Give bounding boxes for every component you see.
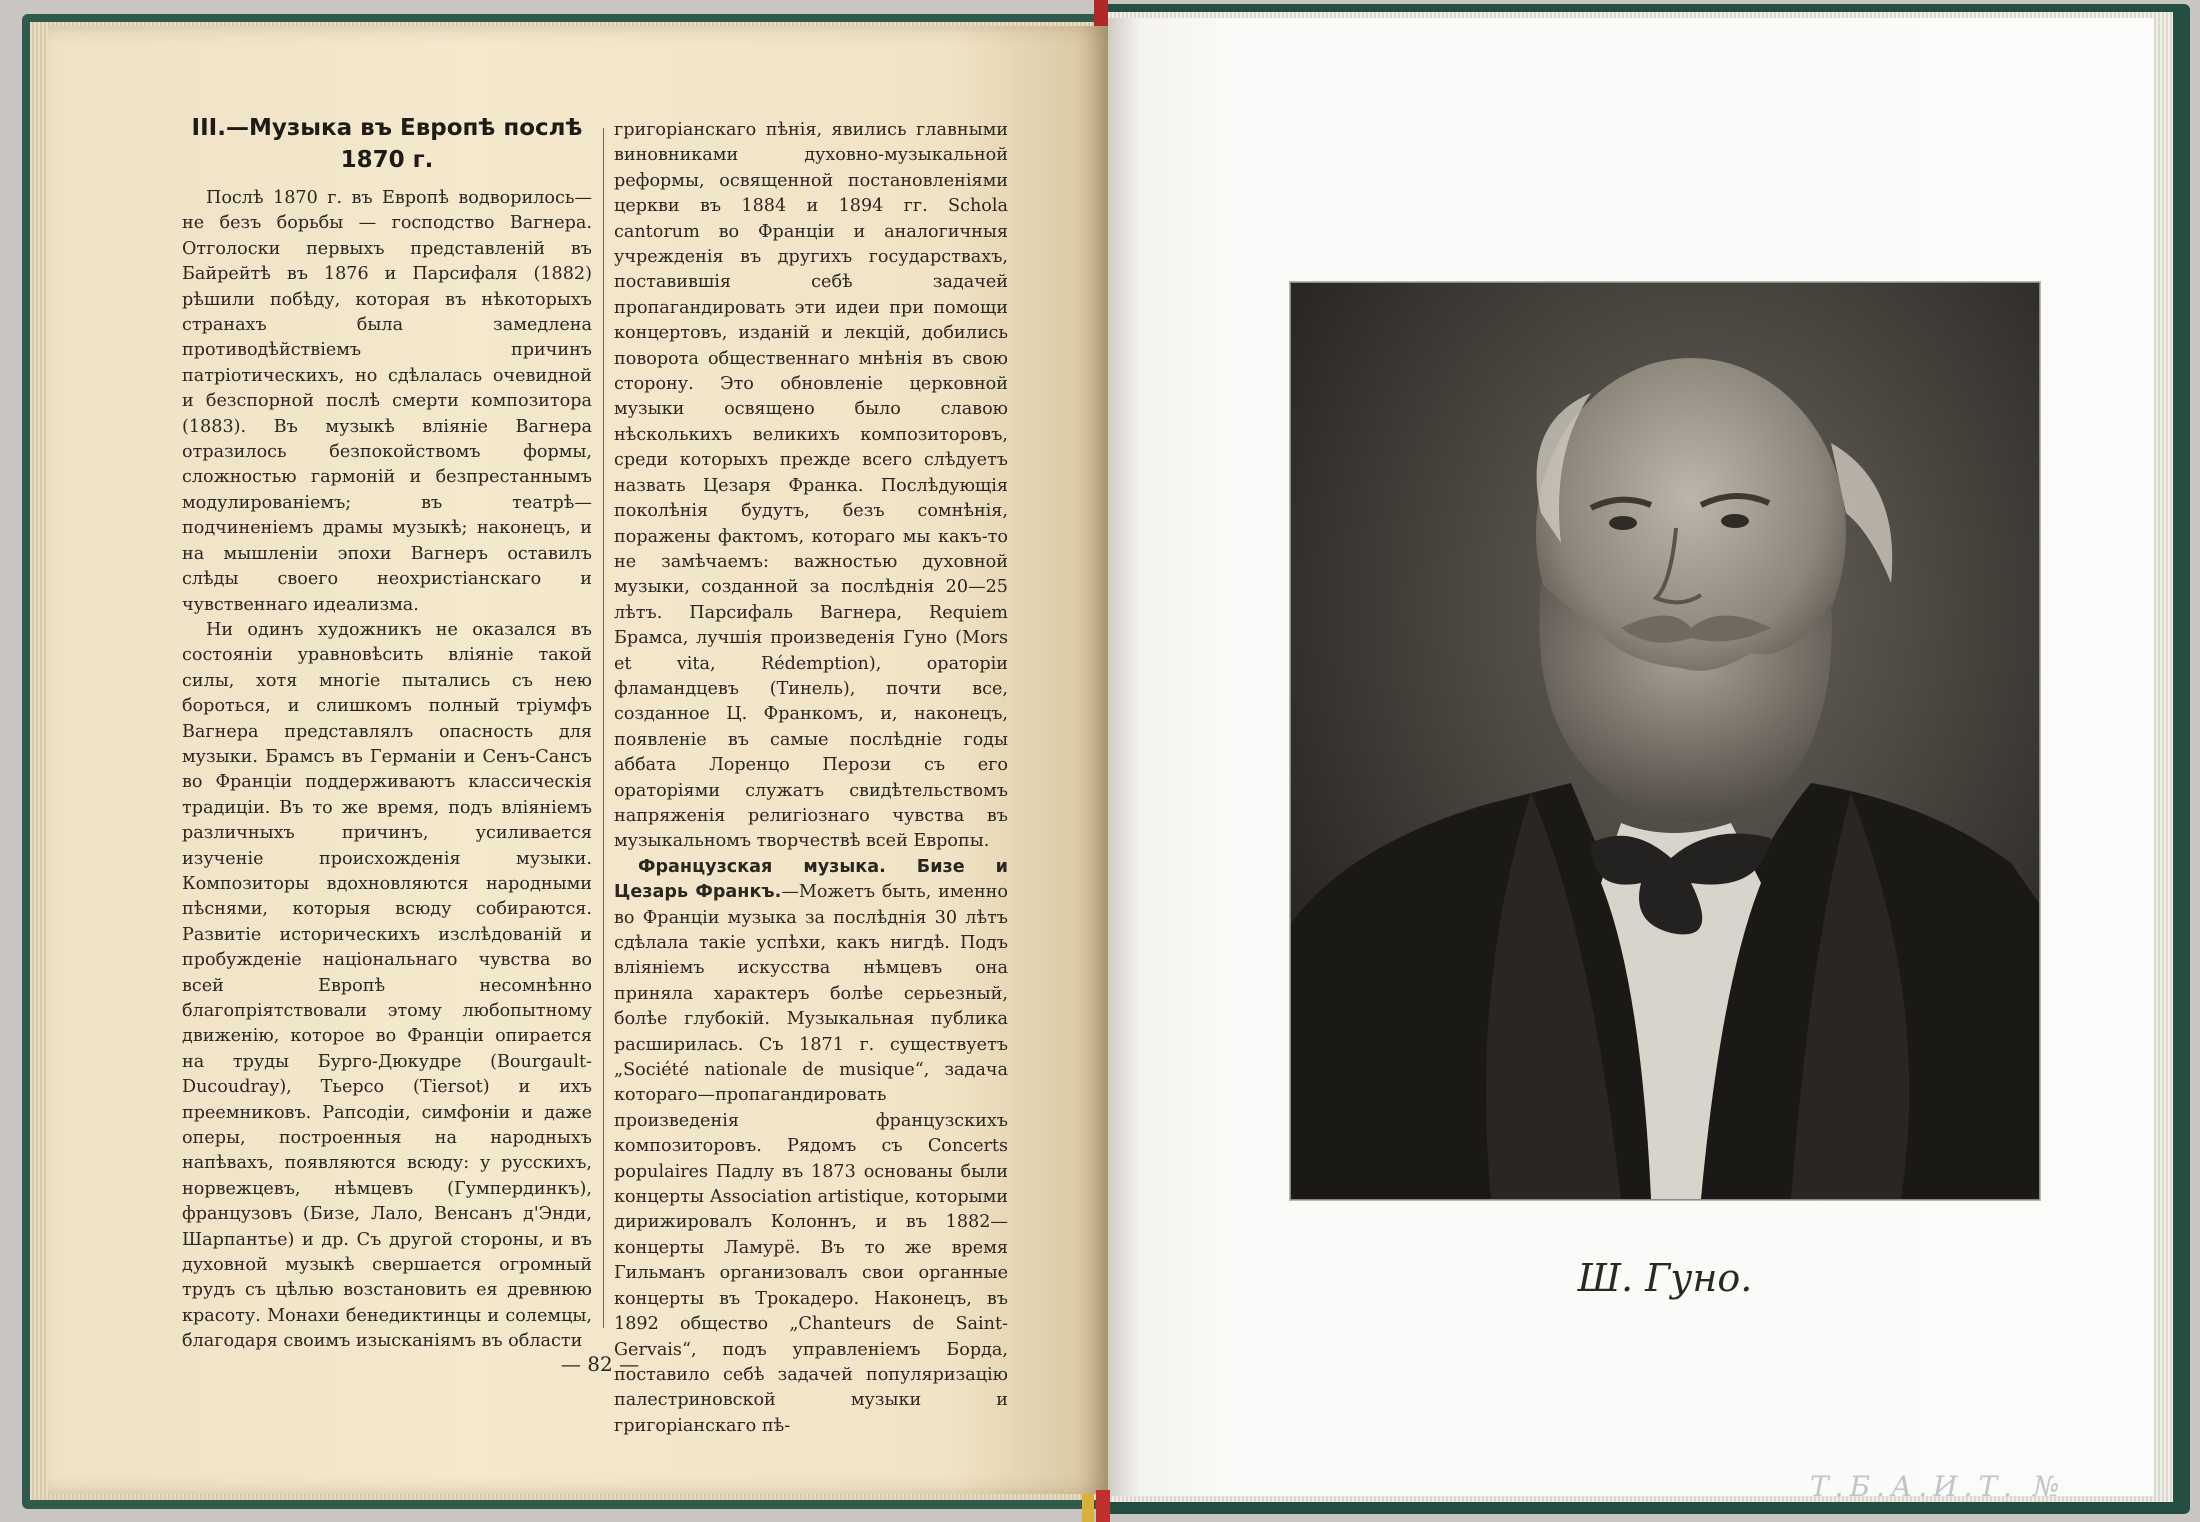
portrait-caption: Ш. Гуно. <box>1577 1256 1753 1300</box>
paragraph: Ни одинъ художникъ не оказался въ состояніи уравновѣсить вліяніе такой силы, хотя многіе пытались съ нею бороться, и слишкомъ полный тріумфъ Вагнера представлялъ опасность для музыки. Брамсъ въ Германіи и Сенъ-Сансъ во Франціи поддерживаютъ классическія традиціи. Въ то же время, подъ вліяніемъ различныхъ причинъ, усиливается изученіе происхожденія музыки. Композиторы вдохновляются народными пѣснями, которыя всюду собираются. Развитіе историческихъ изслѣдованій и пробужденіе національнаго чувства во всей Европѣ несомнѣнно благопріятствовали этому любопытному движенію, которое во Франціи опирается на труды Бурго-Дюкудре (Bourgault-Ducoudray), Тьерсо (Tiersot) и ихъ преемниковъ. Рапсодіи, симфоніи и даже оперы, построенныя на народныхъ напѣвахъ, появляются всюду: у русскихъ, норвежцевъ, нѣмцевъ (Гумпердинкъ), французовъ (Бизе, Лало, Венсанъ д'Энди, Шарпантье) и др. Съ другой стороны, и въ духовной музыкѣ свершается огромный трудъ съ цѣлью возстановить ея древнюю красоту. Монахи бенедиктинцы и солемцы, благодаря своимъ изысканіямъ въ области <box>182 619 592 1352</box>
paragraph-text: —Можетъ быть, именно во Франціи музыка за послѣднія 30 лѣтъ сдѣлала такіе успѣхи, какъ нигдѣ. Подъ вліяніемъ искусства нѣмцевъ она приняла характеръ болѣе серьезный, болѣе глубокій. Музыкальная публика расширилась. Съ 1871 г. существуетъ „Société nationale de musique“, задача котораго—пропагандировать произведенія французскихъ композиторовъ. Рядомъ съ Concerts populaires Падлу въ 1873 основаны были концерты Association artistique, которыми дирижировалъ Колоннъ, и въ 1882—концерты Ламурё. Въ то же время Гильманъ организовалъ свои органные концерты въ Трокадеро. Наконецъ, въ 1892 общество „Chanteurs de Saint-Gervais“, подъ управленіемъ Борда, поставило себѣ задачей популяризацію палестриновской музыки и григоріанскаго пѣ- <box>614 882 1008 1436</box>
portrait-plate <box>1290 282 2040 1200</box>
paragraph: Послѣ 1870 г. въ Европѣ водворилось—не безъ борьбы — господство Вагнера. Отголоски первыхъ представленій въ Байрейтѣ въ 1876 и Парсифаля (1882) рѣшили побѣду, которая въ нѣкоторыхъ странахъ была замедлена противодѣйствіемъ причинъ патріотическихъ, но сдѣлалась очевидной и безспорной послѣ смерти композитора (1883). Въ музыкѣ вліяніе Вагнера отразилось безпокойствомъ формы, сложностью гармоній и безпрестаннымъ модулированіемъ; въ театрѣ—подчиненіемъ драмы музыкѣ; наконецъ, и на мышленіи эпохи Вагнеръ оставилъ слѣды своего неохристіанскаго и чувственнаго идеализма. <box>182 188 592 615</box>
bookmark-ribbon-yellow <box>1082 1494 1094 1522</box>
paragraph: григоріанскаго пѣнія, явились главными виновниками духовно-музыкальной реформы, освященной постановленіями церкви въ 1884 и 1894 гг. Schola cantorum во Франціи и аналогичныя учрежденія въ другихъ государствахъ, поставившія себѣ задачей пропагандировать эти идеи при помощи концертовъ, изданій и лекцій, добились поворота общественнаго мнѣнія въ свою сторону. Это обновленіе церковной музыки освящено было славою нѣсколькихъ великихъ композиторовъ, среди которыхъ прежде всего слѣдуетъ назвать Цезаря Франка. Послѣдующія поколѣнія будутъ, безъ сомнѣнія, поражены фактомъ, котораго мы какъ-то не замѣчаемъ: важностью духовной музыки, созданной за послѣднія 20—25 лѣтъ. Парсифаль Вагнера, Requiem Брамса, лучшія произведенія Гуно (Mors et vita, Rédemption), ораторіи фламандцевъ (Тинель), почти все, созданное Ц. Франкомъ, и, наконецъ, появленіе въ самые послѣдніе годы аббата Лоренцо Перози съ его ораторіями служатъ свидѣтельствомъ напряженія религіознаго чувства въ музыкальномъ творчествѣ всей Европы. <box>614 120 1008 852</box>
text-column-left <box>182 112 592 1355</box>
section-heading: III.—Музыка въ Европѣ послѣ 1870 г. <box>191 115 583 173</box>
bookmark-ribbon-top <box>1094 0 1108 26</box>
column-divider <box>603 128 604 1328</box>
library-stamp: Т.Б.А.И.Т. № <box>1810 1470 2066 1503</box>
page-number: — 82 — <box>560 1352 640 1376</box>
text-column-right <box>614 118 1008 1439</box>
subsection-heading: Французская музыка. Бизе и Цезарь Франкъ. <box>614 856 1008 903</box>
bookmark-ribbon-red <box>1096 1490 1110 1522</box>
portrait-image <box>1291 283 2039 1199</box>
